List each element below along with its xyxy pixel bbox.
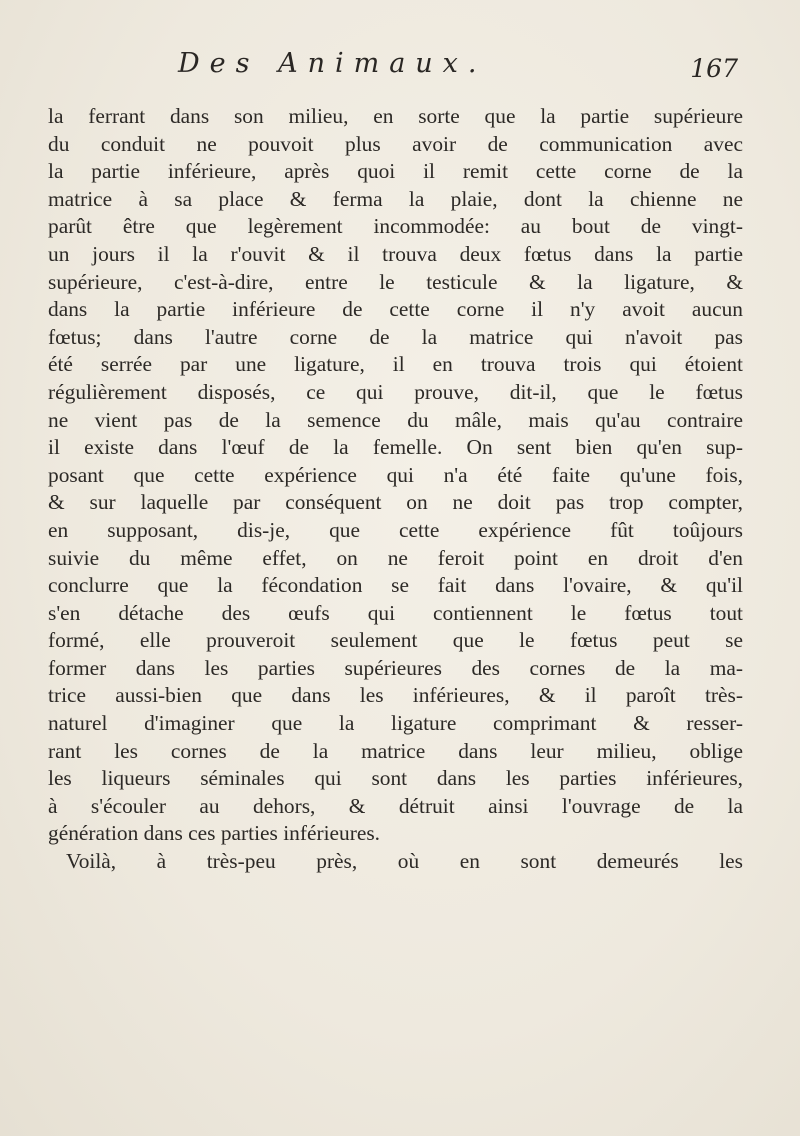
text-line: en supposant, dis-je, que cette expérience fût toûjours: [48, 517, 743, 542]
text-line: la ferrant dans son milieu, en sorte que la partie supérieure: [48, 104, 743, 128]
text-line: fœtus; dans l'autre corne de la matrice qui n'avoit pas: [48, 324, 743, 349]
text-line: supérieure, c'est-à-dire, entre le testicule & la ligature, &: [48, 269, 743, 294]
text-line: ne vient pas de la semence du mâle, mais qu'au contraire: [48, 407, 743, 432]
text-line: un jours il la r'ouvit & il trouva deux fœtus dans la partie: [48, 241, 743, 266]
page-number: 167: [690, 54, 738, 83]
text-line: trice aussi-bien que dans les inférieures, & il paroît très-: [48, 683, 743, 708]
text-line: s'en détache des œufs qui contiennent le fœtus tout: [48, 600, 743, 625]
text-line: dans la partie inférieure de cette corne il n'y avoit aucun: [48, 297, 743, 322]
text-line: Voilà, à très-peu près, où en sont demeurés les: [66, 849, 743, 874]
page-header: [178, 48, 738, 98]
text-line: rant les cornes de la matrice dans leur milieu, oblige: [48, 738, 743, 763]
text-line: la partie inférieure, après quoi il remit cette corne de la: [48, 159, 743, 184]
text-line: posant que cette expérience qui n'a été faite qu'une fois,: [48, 462, 743, 487]
body-text: [48, 103, 743, 876]
running-head: Des Animaux.: [178, 48, 487, 79]
text-line: régulièrement disposés, ce qui prouve, dit-il, que le fœtus: [48, 379, 743, 404]
text-line: matrice à sa place & ferma la plaie, dont la chienne ne: [48, 186, 743, 211]
text-line: conclurre que la fécondation se fait dans l'ovaire, & qu'il: [48, 573, 743, 598]
text-line: il existe dans l'œuf de la femelle. On sent bien qu'en sup-: [48, 435, 743, 460]
text-line: à s'écouler au dehors, & détruit ainsi l'ouvrage de la: [48, 793, 743, 818]
text-line: suivie du même effet, on ne feroit point en droit d'en: [48, 545, 743, 570]
text-line: former dans les parties supérieures des cornes de la ma-: [48, 655, 743, 680]
text-line: génération dans ces parties inférieures.: [48, 821, 381, 846]
text-line: les liqueurs séminales qui sont dans les parties inférieures,: [48, 766, 743, 791]
text-line: & sur laquelle par conséquent on ne doit pas trop compter,: [48, 490, 743, 515]
text-line: parût être que legèrement incommodée: au bout de vingt-: [48, 214, 743, 239]
text-line: été serrée par une ligature, il en trouva trois qui étoient: [48, 352, 743, 377]
text-line: formé, elle prouveroit seulement que le fœtus peut se: [48, 628, 743, 653]
text-line: du conduit ne pouvoit plus avoir de communication avec: [48, 131, 743, 156]
text-line: naturel d'imaginer que la ligature comprimant & resser-: [48, 711, 743, 736]
